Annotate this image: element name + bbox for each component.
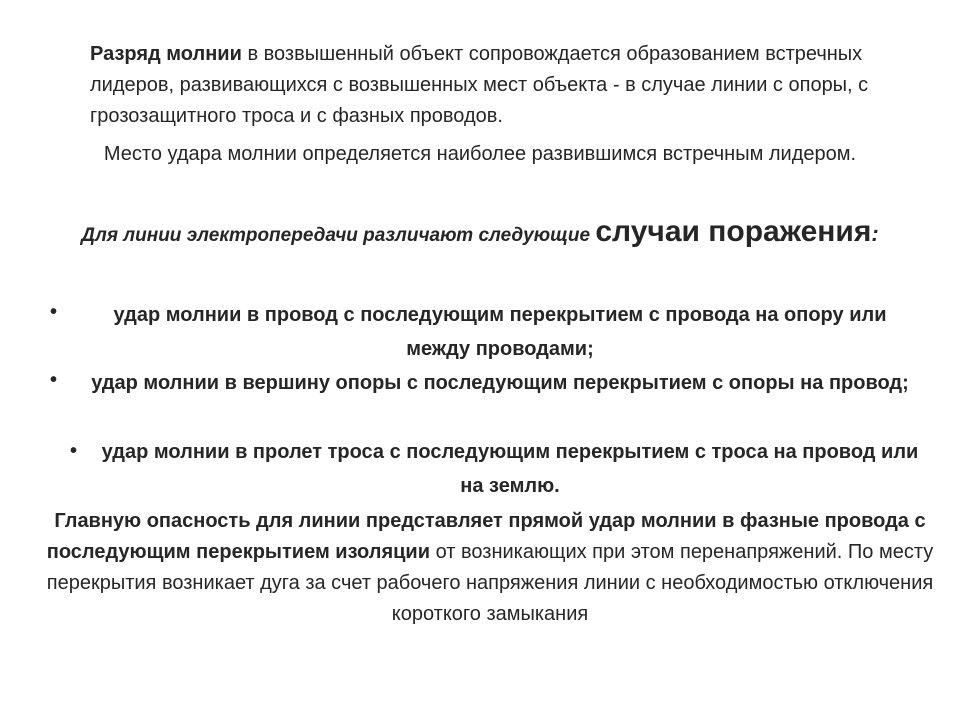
bullet-text: удар молнии в провод с последующим перекрытием с провода на опору или между проводами; — [113, 304, 887, 360]
cases-heading-colon: : — [871, 221, 879, 246]
bullet-text: удар молнии в вершину опоры с последующим перекрытием с опоры на провод; — [91, 372, 909, 394]
bullet-item-2 — [80, 366, 920, 400]
main-danger-text: от возникающих при этом перенапряжений. По месту перекрытия возникает дуга за счет рабочего напряжения линии с необходимостью отключения короткого замыкания — [46, 541, 934, 625]
paragraph-intro — [90, 39, 930, 132]
bullet-item-1 — [80, 298, 920, 366]
intro-text: в возвышенный объект сопровождается образованием встречных лидеров, развивающихся с возвышенных мест объекта - в случае линии с опоры, с грозозащитного троса и с фазных проводов. — [90, 43, 869, 127]
cases-heading-lead: Для линии электропередачи различают следующие — [81, 225, 596, 246]
bullet-icon: • — [50, 301, 58, 323]
main-danger-bold: Главную опасность для линии представляет прямой удар молнии в фазные провода с последующим перекрытием изоляции — [46, 510, 926, 563]
intro-bold: Разряд молнии — [90, 43, 242, 65]
cases-heading — [60, 212, 900, 257]
bullet-icon: • — [70, 440, 78, 462]
cases-heading-big: случаи поражения — [595, 215, 872, 248]
bullet-item-3 — [100, 435, 920, 503]
paragraph-strike-point — [80, 139, 880, 170]
bullet-text: удар молнии в пролет троса с последующим перекрытием с троса на провод или на землю. — [101, 441, 919, 497]
bullet-icon: • — [50, 369, 58, 391]
paragraph-main-danger — [40, 506, 940, 630]
strike-point-text: Место удара молнии определяется наиболее развившимся встречным лидером. — [103, 143, 857, 165]
